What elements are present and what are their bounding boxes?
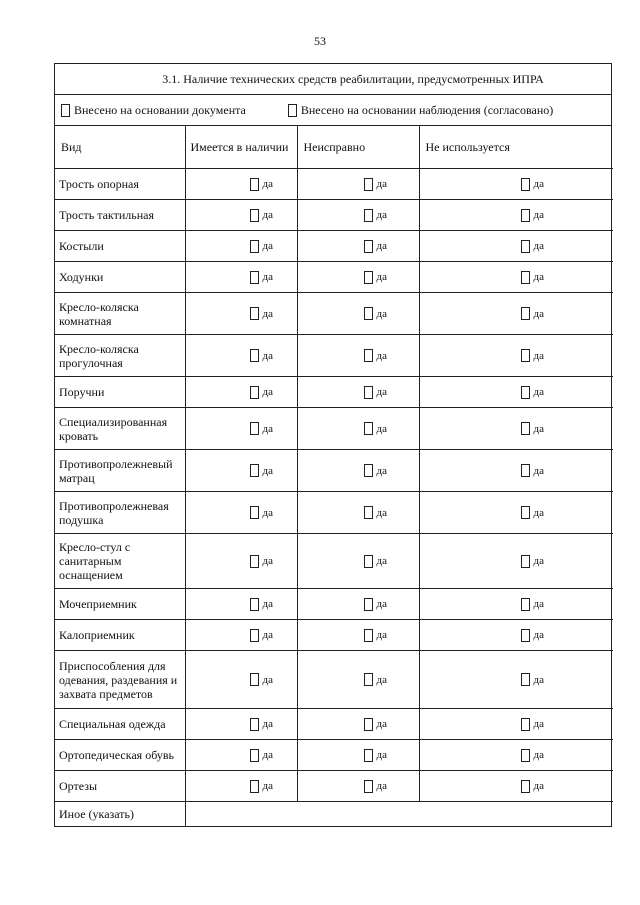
row-name: Ортезы [55,771,185,802]
checkbox-available[interactable] [250,209,259,222]
checkbox-label: да [262,349,273,362]
checkbox-unused-option[interactable] [420,598,614,611]
checkbox-available[interactable] [250,307,259,320]
rehab-means-form [54,63,612,827]
checkbox-unused[interactable] [521,629,530,642]
cell-available [185,231,297,262]
cell-faulty [297,169,419,200]
row-name-other: Иное (указать) [55,802,185,827]
checkbox-faulty[interactable] [364,555,373,568]
checkbox-faulty-option[interactable] [298,598,419,611]
checkbox-unused[interactable] [521,209,530,222]
checkbox-faulty-option[interactable] [298,349,419,362]
checkbox-label: да [533,349,544,362]
table-row [55,408,613,450]
checkbox-available[interactable] [250,598,259,611]
table-row [55,651,613,709]
checkbox-available[interactable] [250,240,259,253]
checkbox-label: да [262,209,273,221]
checkbox-label: да [376,555,387,567]
checkbox-label: да [533,464,544,477]
checkbox-faulty[interactable] [364,718,373,731]
source-document-option[interactable] [61,103,246,118]
checkbox-label: да [376,506,387,519]
checkbox-faulty-option[interactable] [298,673,419,686]
cell-unused [419,620,613,651]
checkbox-label: да [533,780,544,792]
checkbox-unused[interactable] [521,307,530,320]
row-name: Трость опорная [55,169,185,200]
checkbox-faulty-option[interactable] [298,780,419,793]
checkbox-unused-option[interactable] [420,178,614,191]
checkbox-label: да [376,307,387,320]
cell-unused [419,589,613,620]
checkbox-unused[interactable] [521,271,530,284]
checkbox-unused-option[interactable] [420,386,614,399]
row-name: Поручни [55,377,185,408]
column-header-type: Вид [55,126,185,169]
cell-unused [419,293,613,335]
checkbox-available[interactable] [250,780,259,793]
checkbox-label: да [376,718,387,730]
cell-available [185,620,297,651]
row-name: Ходунки [55,262,185,293]
checkbox-label: да [376,673,387,686]
checkbox-label: да [376,240,387,252]
row-name: Специальная одежда [55,709,185,740]
cell-available [185,377,297,408]
checkbox-available[interactable] [250,349,259,362]
row-name: Ортопедическая обувь [55,740,185,771]
checkbox-unused-option[interactable] [420,629,614,642]
checkbox-label: да [262,506,273,519]
checkbox-source-document[interactable] [61,104,70,117]
checkbox-label: да [533,209,544,221]
checkbox-faulty[interactable] [364,386,373,399]
cell-faulty [297,709,419,740]
checkbox-label: да [262,178,273,190]
row-name: Приспособления для одевания, раздевания и захвата предметов [55,651,185,709]
checkbox-available-option[interactable] [186,506,297,519]
checkbox-unused-option[interactable] [420,464,614,477]
checkbox-faulty[interactable] [364,178,373,191]
checkbox-label: да [533,629,544,641]
cell-faulty [297,335,419,377]
checkbox-available[interactable] [250,386,259,399]
checkbox-faulty-option[interactable] [298,307,419,320]
cell-unused [419,534,613,589]
checkbox-unused[interactable] [521,349,530,362]
checkbox-faulty-option[interactable] [298,209,419,222]
checkbox-available[interactable] [250,271,259,284]
table-row [55,231,613,262]
cell-unused [419,709,613,740]
checkbox-faulty[interactable] [364,422,373,435]
checkbox-available-option[interactable] [186,386,297,399]
row-name: Кресло-стул с санитарным оснащением [55,534,185,589]
checkbox-unused[interactable] [521,673,530,686]
checkbox-faulty-option[interactable] [298,718,419,731]
table-row [55,740,613,771]
checkbox-unused[interactable] [521,718,530,731]
table-row [55,200,613,231]
checkbox-available-option[interactable] [186,749,297,762]
cell-unused [419,231,613,262]
cell-available [185,709,297,740]
checkbox-unused[interactable] [521,749,530,762]
checkbox-label: да [262,386,273,398]
checkbox-label: да [262,464,273,477]
cell-faulty [297,651,419,709]
checkbox-label: да [533,240,544,252]
checkbox-faulty-option[interactable] [298,271,419,284]
cell-faulty [297,492,419,534]
checkbox-label: да [533,749,544,761]
cell-available [185,651,297,709]
source-document-label: Внесено на основании документа [74,102,246,117]
checkbox-available[interactable] [250,718,259,731]
checkbox-label: да [533,307,544,320]
checkbox-available[interactable] [250,464,259,477]
checkbox-unused[interactable] [521,506,530,519]
table-row [55,620,613,651]
page-number: 53 [314,34,326,48]
source-row [55,95,611,126]
cell-available [185,293,297,335]
checkbox-unused-option[interactable] [420,780,614,793]
checkbox-available[interactable] [250,629,259,642]
checkbox-label: да [533,386,544,398]
cell-faulty [297,408,419,450]
checkbox-faulty-option[interactable] [298,506,419,519]
checkbox-available-option[interactable] [186,209,297,222]
cell-unused [419,408,613,450]
cell-faulty [297,231,419,262]
row-name: Мочеприемник [55,589,185,620]
checkbox-available-option[interactable] [186,598,297,611]
cell-unused [419,200,613,231]
checkbox-available-option[interactable] [186,464,297,477]
cell-available [185,589,297,620]
checkbox-unused-option[interactable] [420,673,614,686]
checkbox-faulty-option[interactable] [298,240,419,253]
checkbox-unused[interactable] [521,464,530,477]
table-row [55,335,613,377]
cell-available [185,169,297,200]
cell-available [185,450,297,492]
row-name: Трость тактильная [55,200,185,231]
cell-faulty [297,450,419,492]
cell-available [185,408,297,450]
cell-available [185,534,297,589]
checkbox-label: да [376,749,387,761]
checkbox-faulty[interactable] [364,240,373,253]
checkbox-label: да [376,422,387,435]
cell-faulty [297,771,419,802]
column-header-faulty: Неисправно [297,126,419,169]
row-name: Костыли [55,231,185,262]
cell-available [185,335,297,377]
other-specify-field[interactable] [185,802,613,827]
checkbox-unused-option[interactable] [420,240,614,253]
cell-unused [419,651,613,709]
table-body [55,169,613,827]
form-title: 3.1. Наличие технических средств реабилитации, предусмотренных ИПРА [55,64,611,95]
table-row [55,534,613,589]
cell-unused [419,169,613,200]
checkbox-label: да [262,749,273,761]
checkbox-available-option[interactable] [186,422,297,435]
checkbox-unused-option[interactable] [420,209,614,222]
checkbox-unused[interactable] [521,386,530,399]
checkbox-faulty[interactable] [364,271,373,284]
checkbox-label: да [533,271,544,283]
row-name: Кресло-коляска прогулочная [55,335,185,377]
checkbox-faulty-option[interactable] [298,629,419,642]
row-name: Специализированная кровать [55,408,185,450]
checkbox-unused[interactable] [521,422,530,435]
checkbox-faulty[interactable] [364,307,373,320]
checkbox-faulty[interactable] [364,780,373,793]
checkbox-unused[interactable] [521,240,530,253]
row-name: Кресло-коляска комнатная [55,293,185,335]
row-name: Противопролежневый матрац [55,450,185,492]
checkbox-faulty[interactable] [364,349,373,362]
checkbox-available-option[interactable] [186,178,297,191]
checkbox-label: да [376,629,387,641]
rehab-means-table [55,126,613,826]
cell-unused [419,771,613,802]
checkbox-label: да [262,422,273,435]
cell-unused [419,450,613,492]
checkbox-label: да [376,271,387,283]
table-row [55,377,613,408]
cell-available [185,262,297,293]
checkbox-available[interactable] [250,749,259,762]
checkbox-label: да [262,307,273,320]
checkbox-label: да [533,598,544,610]
checkbox-faulty-option[interactable] [298,464,419,477]
source-observation-option[interactable] [288,103,553,118]
cell-unused [419,740,613,771]
checkbox-faulty[interactable] [364,629,373,642]
checkbox-label: да [262,240,273,252]
checkbox-available-option[interactable] [186,718,297,731]
row-name: Калоприемник [55,620,185,651]
cell-faulty [297,262,419,293]
checkbox-faulty-option[interactable] [298,555,419,568]
checkbox-available-option[interactable] [186,673,297,686]
checkbox-label: да [533,718,544,730]
checkbox-label: да [262,673,273,686]
checkbox-label: да [376,598,387,610]
checkbox-unused[interactable] [521,780,530,793]
checkbox-label: да [262,271,273,283]
table-row [55,262,613,293]
table-row [55,709,613,740]
row-name: Противопролежневая подушка [55,492,185,534]
checkbox-faulty[interactable] [364,598,373,611]
checkbox-label: да [533,178,544,190]
checkbox-unused[interactable] [521,178,530,191]
checkbox-unused[interactable] [521,555,530,568]
checkbox-available[interactable] [250,178,259,191]
cell-available [185,492,297,534]
checkbox-label: да [533,555,544,567]
checkbox-available-option[interactable] [186,780,297,793]
checkbox-available[interactable] [250,422,259,435]
table-row [55,450,613,492]
checkbox-unused-option[interactable] [420,555,614,568]
checkbox-available-option[interactable] [186,555,297,568]
checkbox-available-option[interactable] [186,271,297,284]
checkbox-label: да [262,598,273,610]
checkbox-available-option[interactable] [186,240,297,253]
checkbox-unused-option[interactable] [420,349,614,362]
column-header-available: Имеется в наличии [185,126,297,169]
source-observation-label: Внесено на основании наблюдения (согласовано) [300,102,554,117]
checkbox-label: да [376,386,387,398]
checkbox-faulty[interactable] [364,673,373,686]
table-row [55,293,613,335]
checkbox-faulty[interactable] [364,749,373,762]
table-row-other [55,802,613,827]
checkbox-label: да [533,673,544,686]
cell-faulty [297,589,419,620]
checkbox-label: да [262,629,273,641]
table-row [55,169,613,200]
table-header-row [55,126,613,169]
checkbox-available[interactable] [250,506,259,519]
checkbox-available-option[interactable] [186,307,297,320]
cell-available [185,740,297,771]
checkbox-label: да [376,209,387,221]
checkbox-label: да [262,555,273,567]
cell-unused [419,492,613,534]
cell-faulty [297,200,419,231]
checkbox-available-option[interactable] [186,629,297,642]
checkbox-label: да [262,718,273,730]
table-row [55,589,613,620]
checkbox-label: да [376,780,387,792]
checkbox-unused-option[interactable] [420,307,614,320]
cell-unused [419,377,613,408]
checkbox-faulty[interactable] [364,506,373,519]
checkbox-faulty-option[interactable] [298,178,419,191]
checkbox-faulty-option[interactable] [298,749,419,762]
cell-available [185,200,297,231]
table-row [55,771,613,802]
checkbox-faulty-option[interactable] [298,386,419,399]
cell-faulty [297,620,419,651]
checkbox-label: да [376,464,387,477]
cell-faulty [297,377,419,408]
checkbox-unused[interactable] [521,598,530,611]
checkbox-label: да [376,178,387,190]
checkbox-faulty[interactable] [364,209,373,222]
cell-available [185,771,297,802]
cell-unused [419,335,613,377]
checkbox-available[interactable] [250,555,259,568]
checkbox-label: да [533,506,544,519]
cell-faulty [297,740,419,771]
checkbox-source-observation[interactable] [288,104,297,117]
table-row [55,492,613,534]
checkbox-available[interactable] [250,673,259,686]
checkbox-unused-option[interactable] [420,506,614,519]
cell-faulty [297,534,419,589]
checkbox-unused-option[interactable] [420,422,614,435]
column-header-unused: Не используется [419,126,613,169]
checkbox-unused-option[interactable] [420,271,614,284]
checkbox-available-option[interactable] [186,349,297,362]
checkbox-label: да [533,422,544,435]
checkbox-unused-option[interactable] [420,718,614,731]
checkbox-unused-option[interactable] [420,749,614,762]
checkbox-faulty-option[interactable] [298,422,419,435]
checkbox-faulty[interactable] [364,464,373,477]
cell-faulty [297,293,419,335]
cell-unused [419,262,613,293]
checkbox-label: да [262,780,273,792]
checkbox-label: да [376,349,387,362]
